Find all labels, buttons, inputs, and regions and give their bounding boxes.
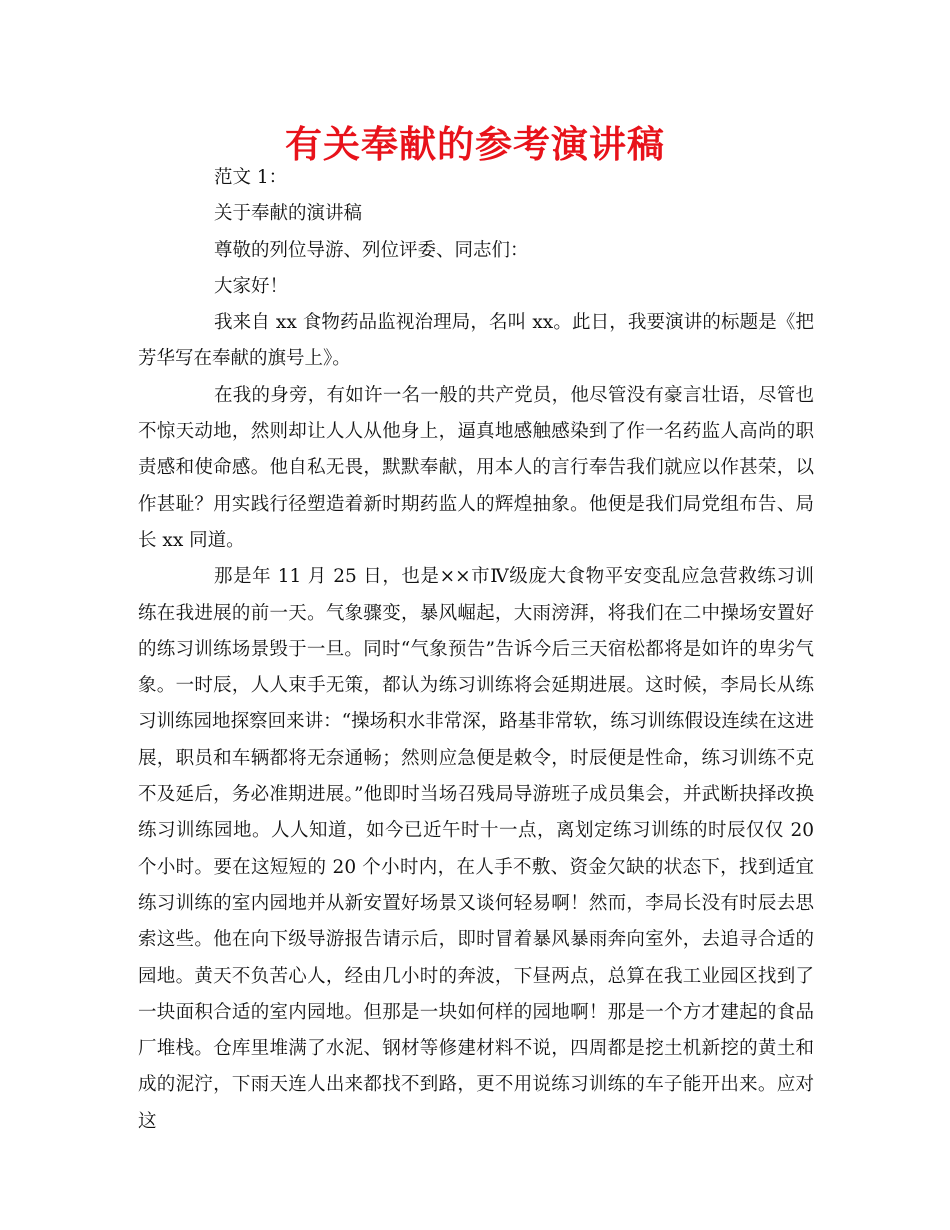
document-title: 有关奉献的参考演讲稿 <box>285 123 665 166</box>
paragraph-salutation: 尊敬的列位导游、列位评委、同志们： <box>214 239 529 261</box>
paragraph-speech-title: 关于奉献的演讲稿 <box>214 203 363 225</box>
paragraph-portrait: 在我的身旁，有如许一名一般的共产党员，他尽管没有豪言壮语，尽管也不惊天动地，然则却让人人从他身上，逼真地感触感染到了作一名药监人高尚的职责感和使命感。他自私无畏，默默奉献，用本人的言行奉告我们就应以作甚荣，以作甚耻？用实践行径塑造着新时期药监人的辉煌抽象。他便是我们局党组布告、局长 xx 同道。 <box>138 384 814 551</box>
paragraph-introduction: 我来自 xx 食物药品监视治理局，名叫 xx。此日，我要演讲的标题是《把芳华写在奉献的旗号上》。 <box>138 312 814 370</box>
paragraph-greeting: 大家好！ <box>214 275 289 297</box>
paragraph-story: 那是年 11 月 25 日，也是××市Ⅳ级庞大食物平安变乱应急营救练习训练在我进展的前一天。气象骤变，暴风崛起，大雨滂湃，将我们在二中操场安置好的练习训练场景毁于一旦。同时“气象预告”告诉今后三天宿松都将是如许的卑劣气象。一时辰，人人束手无策，都认为练习训练将会延期进展。这时候，李局长从练习训练园地探察回来讲：“操场积水非常深，路基非常软，练习训练假设连续在这进展，职员和车辆都将无奈通畅；然则应急便是敕令，时辰便是性命，练习训练不克不及延后，务必准期进展。”他即时当场召残局导游班子成员集会，并武断抉择改换练习训练园地。人人知道，如今已近午时十一点，离划定练习训练的时辰仅仅 20 个小时。要在这短短的 20 个小时内，在人手不敷、资金欠缺的状态下，找到适宜练习训练的室内园地并从新安置好场景又谈何轻易啊！然而，李局长没有时辰去思索这些。他在向下级导游报告请示后，即时冒着暴风暴雨奔向室外，去追寻合适的园地。黄天不负苦心人，经由几小时的奔波，下昼两点，总算在我工业园区找到了一块面积合适的室内园地。但那是一块如何样的园地啊！那是一个方才建起的食品厂堆栈。仓库里堆满了水泥、钢材等修建材料不说，四周都是挖土机新挖的黄土和成的泥泞，下雨天连人出来都找不到路，更不用说练习训练的车子能开出来。应对这 <box>138 566 814 1132</box>
paragraph-sample-label: 范文 1： <box>214 167 288 188</box>
document-body <box>138 160 814 1140</box>
